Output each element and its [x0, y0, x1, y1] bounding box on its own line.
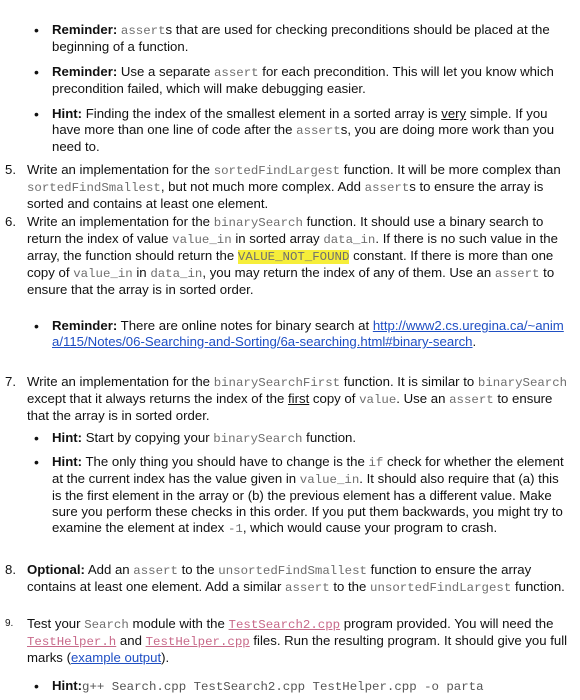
testsearch2-cpp-link[interactable]: TestSearch2.cpp — [228, 618, 341, 632]
code-assert: assert — [364, 181, 410, 195]
item-text: files. Run the resulting program. It should give you full marks ( — [27, 633, 568, 665]
item-text: function to ensure the array contains at least one element. Add a similar — [27, 562, 532, 594]
bullet-dot: • — [34, 454, 39, 470]
bullet-dot: • — [34, 22, 39, 38]
item-text: in sorted array — [235, 231, 320, 246]
item-text: Write an implementation for the — [27, 162, 211, 177]
bullet-reminder-assert-placement — [34, 22, 567, 55]
example-output-link[interactable]: example output — [70, 650, 162, 665]
bullet-text: function. — [306, 430, 357, 445]
bullet-text: . It should also require that (a) this is the first element in the array or (b) the previous element has a different value. Make sure you perform these checks in this order. If you put them backwards, you might try to examine the element at index — [52, 471, 563, 535]
bullet-hint-smallest-index — [34, 106, 567, 155]
item-9-test-search-module — [5, 616, 569, 666]
code-assert: assert — [449, 393, 494, 407]
bullet-label: Reminder: — [52, 318, 118, 333]
bullet-text: check for whether the element at the current index has the value given in — [52, 454, 564, 486]
code-compile-command: g++ Search.cpp TestSearch2.cpp TestHelper.cpp -o parta — [82, 680, 484, 694]
item-text: Add an — [87, 562, 130, 577]
item-text: to ensure that the array is in sorted order. — [27, 391, 553, 423]
item-5-sorted-find-largest — [5, 162, 569, 212]
bullet-dot: • — [34, 678, 39, 694]
code-assert: assert — [133, 564, 178, 578]
item-number: 6. — [5, 214, 16, 229]
code-unsortedFindLargest: unsortedFindLargest — [370, 581, 512, 595]
item-label: Optional: — [27, 562, 85, 577]
item-text: Write an implementation for the — [27, 214, 211, 229]
code-sortedFindLargest: sortedFindLargest — [213, 164, 341, 178]
code-binarySearchFirst: binarySearchFirst — [213, 376, 341, 390]
item-text: function. It is similar to — [343, 374, 475, 389]
item-text: except that it always returns the index of the — [27, 391, 285, 406]
bullet-text: simple. If you have more than one line of code after the — [52, 106, 548, 137]
code-value_in: value_in — [73, 267, 133, 281]
bullet-reminder-online-notes — [34, 318, 567, 350]
code-assert: assert — [285, 581, 330, 595]
item-text: , you may return the index of any of them. Use an — [202, 265, 492, 280]
item-8-optional-assert — [5, 562, 569, 596]
item-text: module with the — [132, 616, 225, 631]
item-text: function. — [514, 579, 565, 594]
item-text: constant. If there is more than one copy of — [27, 248, 554, 280]
underlined-word: first — [287, 391, 310, 406]
bullet-dot: • — [34, 106, 39, 122]
item-text: Write an implementation for the — [27, 374, 211, 389]
bullet-label: Reminder: — [52, 64, 118, 79]
item-number: 9. — [5, 618, 14, 629]
code-data_in: data_in — [323, 233, 376, 247]
item-text: in — [136, 265, 147, 280]
code-binarySearch: binarySearch — [477, 376, 568, 390]
bullet-text: for each precondition. This will let you know which precondition failed, which will make debugging easier. — [52, 64, 554, 96]
binary-search-notes-link[interactable]: http://www2.cs.uregina.ca/~anima/115/Notes/06-Searching-and-Sorting/6a-searching.html#binary-search — [52, 318, 564, 349]
bullet-text: s that are used for checking preconditions should be placed at the beginning of a function. — [52, 22, 550, 54]
item-text: Test your — [27, 616, 81, 631]
bullet-hint-compile-command — [34, 678, 567, 695]
code-value-not-found-highlighted: VALUE_NOT_FOUND — [237, 250, 350, 264]
code-assert: assert — [214, 66, 259, 80]
code-data_in: data_in — [150, 267, 203, 281]
code-assert: assert — [120, 24, 166, 38]
underlined-word: very — [441, 106, 467, 121]
code-if: if — [368, 456, 384, 470]
bullet-dot: • — [34, 64, 39, 80]
item-text: to the — [181, 562, 215, 577]
code-value: value — [359, 393, 397, 407]
testhelper-h-link[interactable]: TestHelper.h — [27, 635, 117, 649]
bullet-label: Reminder: — [52, 22, 118, 37]
bullet-text: s, you are doing more work than you need to. — [52, 122, 555, 154]
item-text: , but not much more complex. Add — [160, 179, 361, 194]
item-text: copy of — [312, 391, 356, 406]
item-text: to the — [333, 579, 367, 594]
bullet-label: Hint: — [52, 430, 83, 445]
bullet-text: The only thing you should have to change is the — [85, 454, 365, 469]
bullet-dot: • — [34, 430, 39, 446]
testhelper-cpp-link[interactable]: TestHelper.cpp — [145, 635, 250, 649]
item-text: function. It will be more complex than — [343, 162, 561, 177]
item-text: program provided. You will need the — [343, 616, 554, 631]
item-text: and — [119, 633, 142, 648]
code-value_in: value_in — [172, 233, 232, 247]
code-binarySearch: binarySearch — [213, 216, 303, 230]
item-text: function. It should use a binary search to return the index of value — [27, 214, 544, 246]
code-assert: assert — [494, 267, 540, 281]
bullet-text: Use a separate — [120, 64, 211, 79]
bullet-text: . — [472, 334, 477, 349]
bullet-hint-if-check — [34, 454, 567, 537]
bullet-label: Hint: — [52, 454, 83, 469]
bullet-hint-copy-binary-search — [34, 430, 567, 447]
item-text: s to ensure the array is sorted and contains at least one element. — [27, 179, 544, 211]
bullet-label: Hint: — [52, 106, 83, 121]
code-sortedFindSmallest: sortedFindSmallest — [27, 181, 161, 195]
bullet-reminder-separate-assert — [34, 64, 567, 97]
item-text: . If there is no such value in the array, the function should return the — [27, 231, 558, 263]
item-text: ). — [161, 650, 170, 665]
item-6-binary-search — [5, 214, 569, 298]
item-text: to ensure that the array is in sorted order. — [27, 265, 555, 297]
bullet-text: , which would cause your program to crash. — [242, 520, 498, 535]
bullet-text: Start by copying your — [85, 430, 210, 445]
code-binarySearch: binarySearch — [213, 432, 303, 446]
code-minus-one: -1 — [227, 522, 243, 536]
code-value_in: value_in — [299, 473, 360, 487]
bullet-text: Finding the index of the smallest element in a sorted array is — [85, 106, 438, 121]
bullet-text: There are online notes for binary search at — [120, 318, 370, 333]
bullet-dot: • — [34, 318, 39, 334]
code-Search: Search — [84, 618, 129, 632]
item-number: 5. — [5, 162, 16, 177]
item-text: . Use an — [396, 391, 446, 406]
item-7-binary-search-first — [5, 374, 569, 424]
bullet-label: Hint: — [52, 678, 83, 693]
code-assert: assert — [296, 124, 341, 138]
item-number: 7. — [5, 374, 16, 389]
code-unsortedFindSmallest: unsortedFindSmallest — [218, 564, 367, 578]
item-number: 8. — [5, 562, 16, 577]
